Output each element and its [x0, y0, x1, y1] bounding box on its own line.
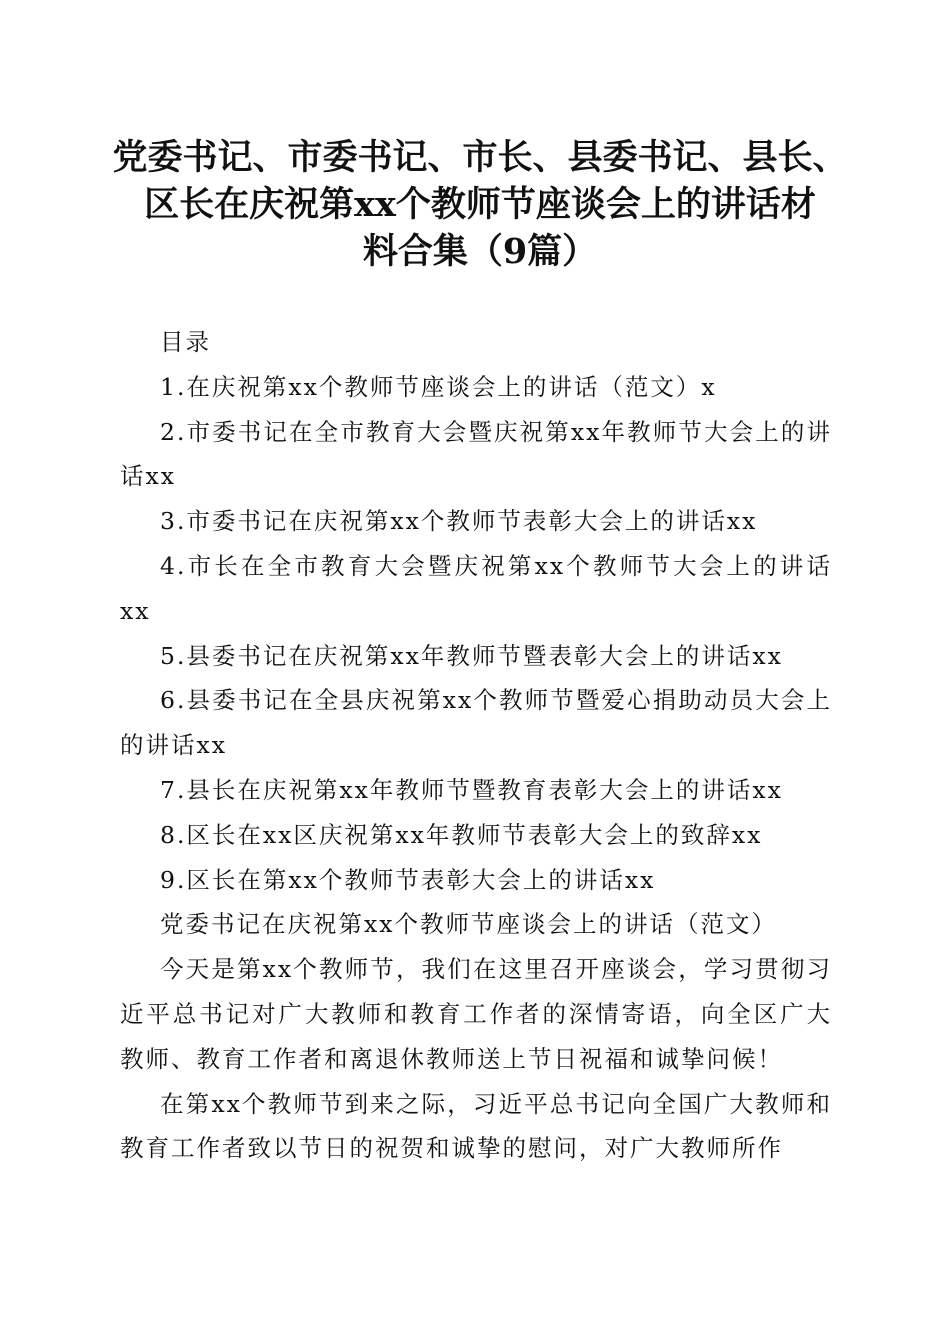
toc-item: 4.市长在全市教育大会暨庆祝第xx个教师节大会上的讲话xx: [120, 551, 832, 625]
section-heading: 党委书记在庆祝第xx个教师节座谈会上的讲话（范文）: [160, 910, 778, 939]
title-line: 料合集（9篇）: [362, 231, 598, 272]
toc-item: 3.市委书记在庆祝第xx个教师节表彰大会上的讲话xx: [160, 507, 758, 536]
toc-item: 5.县委书记在庆祝第xx年教师节暨表彰大会上的讲话xx: [160, 641, 783, 670]
body-paragraph: 在第xx个教师节到来之际，习近平总书记向全国广大教师和教育工作者致以节日的祝贺和诚挚的慰问，对广大教师所作: [120, 1089, 832, 1163]
title-line: 区长在庆祝第xx个教师节座谈会上的讲话材: [144, 184, 816, 225]
toc-item: 8.区长在xx区庆祝第xx年教师节表彰大会上的致辞xx: [160, 820, 763, 849]
toc-item: 2.市委书记在全市教育大会暨庆祝第xx年教师节大会上的讲话xx: [120, 417, 832, 491]
toc-heading: 目录: [160, 328, 211, 356]
document-body: [120, 320, 832, 1171]
toc-item: 9.区长在第xx个教师节表彰大会上的讲话xx: [160, 865, 656, 894]
title-line: 党委书记、市委书记、市长、县委书记、县长、: [112, 137, 848, 178]
toc-item: 1.在庆祝第xx个教师节座谈会上的讲话（范文）x: [160, 372, 717, 401]
toc-item: 6.县委书记在全县庆祝第xx个教师节暨爱心捐助动员大会上的讲话xx: [120, 686, 832, 760]
toc-item: 7.县长在庆祝第xx年教师节暨教育表彰大会上的讲话xx: [160, 775, 783, 804]
document-title: [110, 134, 850, 275]
body-paragraph: 今天是第xx个教师节，我们在这里召开座谈会，学习贯彻习近平总书记对广大教师和教育工作者的深情寄语，向全区广大教师、教育工作者和离退休教师送上节日祝福和诚挚问候！: [120, 955, 832, 1073]
